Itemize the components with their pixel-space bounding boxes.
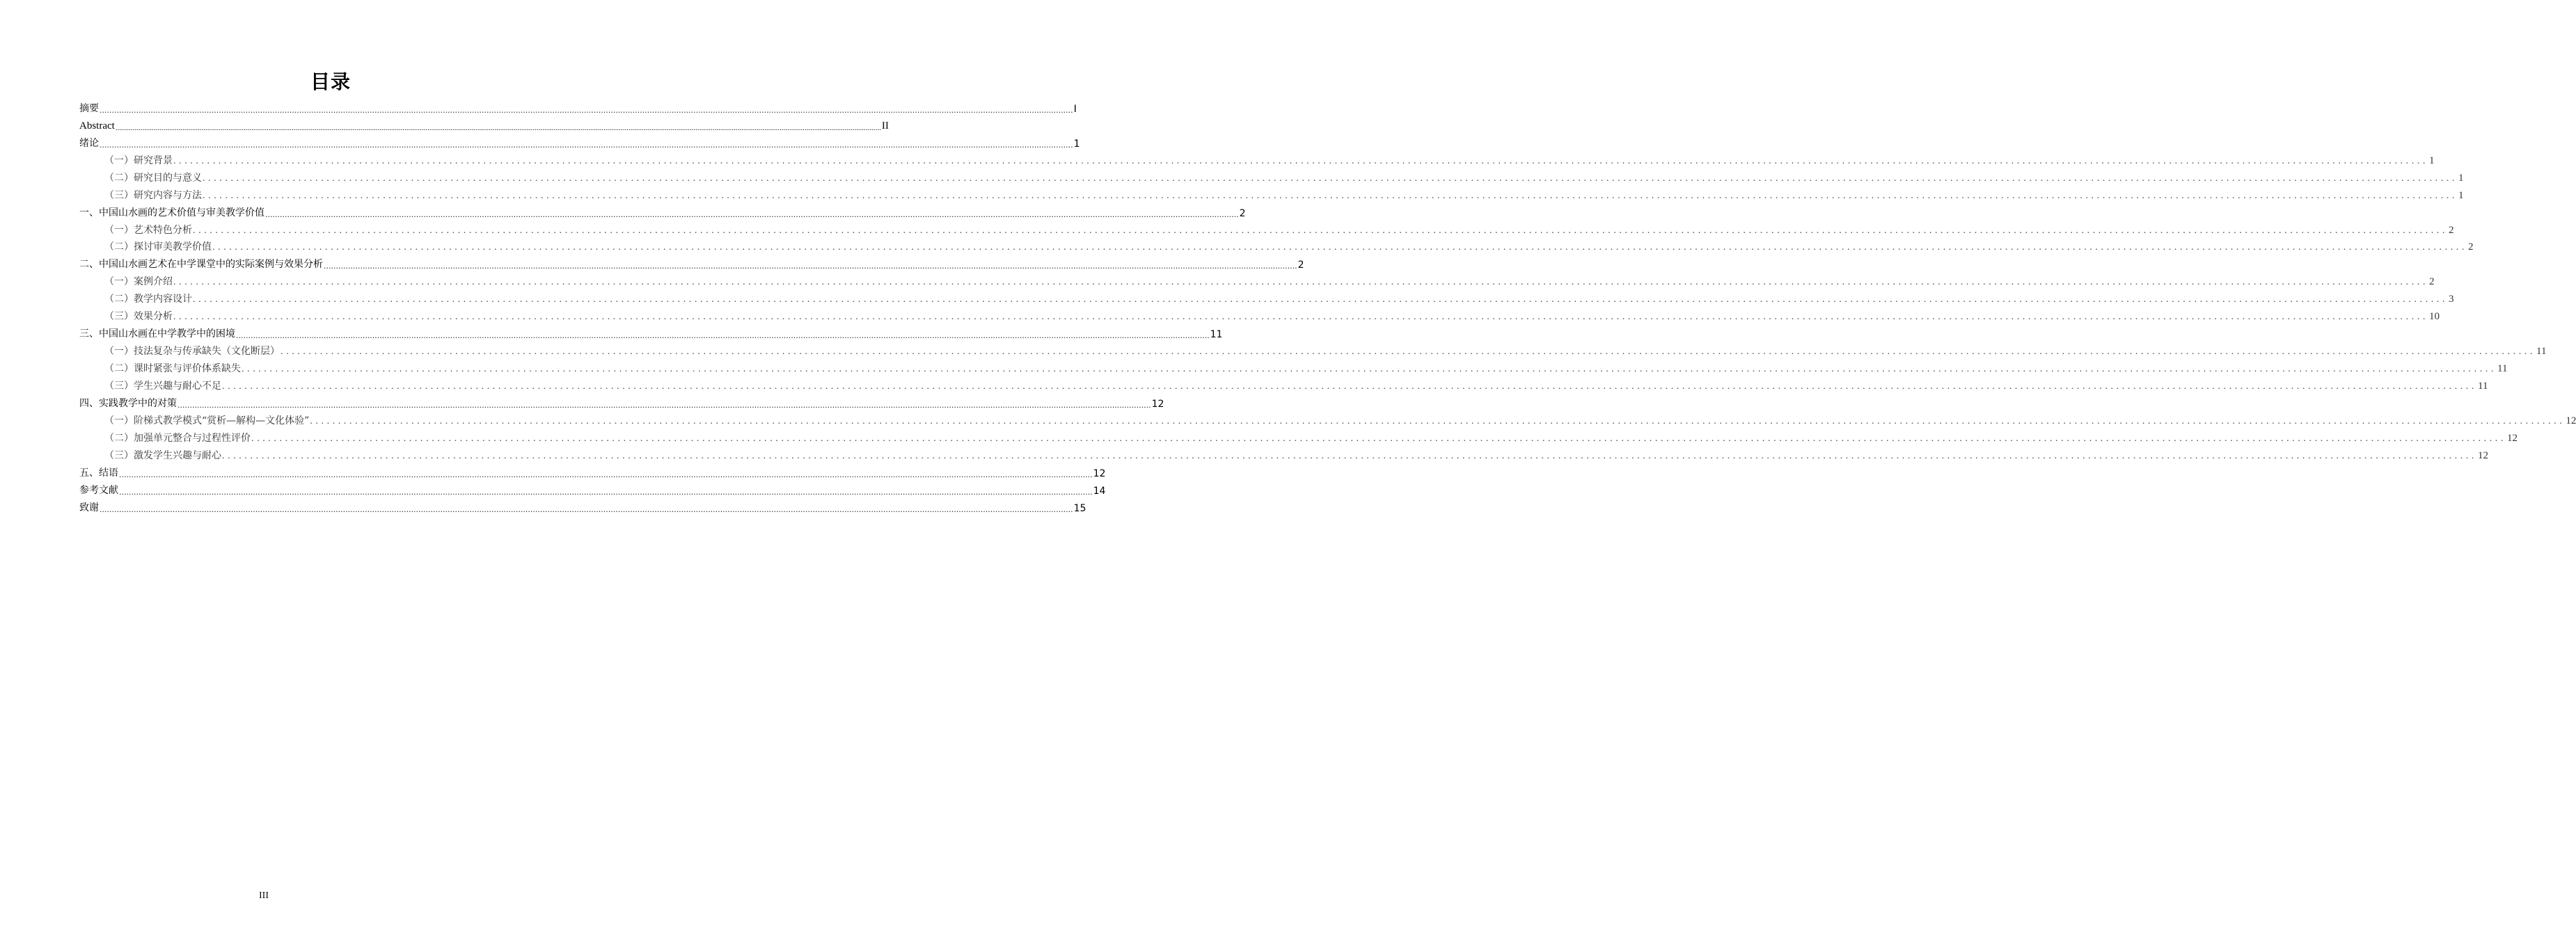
toc-entry-title: 一、中国山水画的艺术价值与审美教学价值 xyxy=(79,207,264,218)
toc-entry[interactable] xyxy=(79,115,889,133)
toc-dot-leader: ................................................................................................................................................................................................................................................................................................................................................................................................................ xyxy=(324,262,1297,271)
toc-subentry[interactable] xyxy=(79,358,2508,376)
toc-dot-leader: ................................................................................................................................................................................................................................................................................................................................................................................................................ xyxy=(236,331,1210,341)
toc-page-number: 11 xyxy=(1210,329,1223,341)
page-title: 目录 xyxy=(310,70,351,93)
toc-entry-title: （二）研究目的与意义 xyxy=(104,172,202,184)
toc-page-number: 11 xyxy=(2497,363,2508,374)
toc-dot-leader: ................................................................................................................................................................................................................................................................................................................................................................................................................ xyxy=(212,242,2467,253)
page-footer-number: III xyxy=(259,890,269,901)
toc-subentry[interactable] xyxy=(79,341,2547,358)
toc-entry[interactable] xyxy=(79,463,1106,480)
toc-page-number: 12 xyxy=(2478,449,2488,461)
toc-page-number: 15 xyxy=(1073,502,1086,514)
toc-entry-title: （二）教学内容设计 xyxy=(104,294,192,305)
toc-entry-title: 二、中国山水画艺术在中学课堂中的实际案例与效果分析 xyxy=(79,259,323,271)
toc-dot-leader: ................................................................................................................................................................................................................................................................................................................................................................................................................ xyxy=(203,190,2458,201)
toc-page-number: 12 xyxy=(1151,398,1164,410)
toc-dot-leader: ................................................................................................................................................................................................................................................................................................................................................................................................................ xyxy=(100,504,1073,514)
toc-page-number: 12 xyxy=(2566,415,2576,426)
toc-page-number: 2 xyxy=(2449,224,2454,236)
toc-subentry[interactable] xyxy=(79,445,2488,463)
toc-entry-title: （一）案例介绍 xyxy=(104,276,173,288)
toc-page-number: 11 xyxy=(2478,380,2488,392)
toc-page-number: 2 xyxy=(1239,207,1246,219)
toc-entry-title: 绪论 xyxy=(79,137,99,149)
toc-dot-leader: ................................................................................................................................................................................................................................................................................................................................................................................................................ xyxy=(222,381,2477,392)
toc-entry-title: （二）加强单元整合与过程性评价 xyxy=(104,432,251,444)
toc-entry-title: 摘要 xyxy=(79,102,99,114)
toc-page-number: 1 xyxy=(1073,138,1080,150)
toc-subentry[interactable] xyxy=(79,428,2518,445)
toc-entry-title: （二）课时紧张与评价体系缺失 xyxy=(104,363,241,374)
toc-entry[interactable] xyxy=(79,133,1080,150)
toc-entry-title: （一）研究背景 xyxy=(104,154,173,166)
toc-page-number: I xyxy=(1073,103,1077,115)
toc-entry-title: （三）激发学生兴趣与耐心 xyxy=(104,449,221,461)
toc-entry-title: 致谢 xyxy=(79,502,99,513)
toc-dot-leader: ................................................................................................................................................................................................................................................................................................................................................................................................................ xyxy=(280,346,2536,358)
toc-entry-title: Abstract xyxy=(79,120,115,131)
toc-page-number: 12 xyxy=(2507,432,2518,444)
toc-page-number: 1 xyxy=(2458,172,2464,184)
toc-entry-title: （一）技法复杂与传承缺失（文化断层） xyxy=(104,346,280,358)
toc-dot-leader: ................................................................................................................................................................................................................................................................................................................................................................................................................ xyxy=(173,277,2428,288)
toc-dot-leader: ................................................................................................................................................................................................................................................................................................................................................................................................................ xyxy=(173,312,2428,323)
toc-subentry[interactable] xyxy=(79,271,2435,289)
toc-dot-leader: ................................................................................................................................................................................................................................................................................................................................................................................................................ xyxy=(173,155,2428,166)
toc-entry-title: （三）效果分析 xyxy=(104,311,173,323)
toc-entry-title: （一）艺术特色分析 xyxy=(104,224,192,236)
toc-dot-leader: ................................................................................................................................................................................................................................................................................................................................................................................................................ xyxy=(119,470,1093,479)
toc-dot-leader: ................................................................................................................................................................................................................................................................................................................................................................................................................ xyxy=(251,433,2506,444)
toc-page-number: II xyxy=(881,120,889,131)
toc-subentry[interactable] xyxy=(79,185,2464,202)
toc-entry-title: （一）阶梯式教学模式“赏析—解构—文化体验” xyxy=(104,415,310,426)
toc-entry-title: （三）研究内容与方法 xyxy=(104,189,202,201)
toc-entry[interactable] xyxy=(79,393,1164,410)
toc-entry-title: 三、中国山水画在中学教学中的困境 xyxy=(79,328,235,340)
toc-subentry[interactable] xyxy=(79,150,2435,168)
toc-entry[interactable] xyxy=(79,98,1077,115)
toc-page-number: 2 xyxy=(1297,259,1304,271)
toc-subentry[interactable] xyxy=(79,376,2488,393)
toc-dot-leader: ................................................................................................................................................................................................................................................................................................................................................................................................................ xyxy=(222,450,2477,461)
toc-dot-leader: ................................................................................................................................................................................................................................................................................................................................................................................................................ xyxy=(115,123,881,132)
toc-dot-leader: ................................................................................................................................................................................................................................................................................................................................................................................................................ xyxy=(242,364,2497,374)
toc-page-number: 11 xyxy=(2536,346,2547,358)
toc-entry[interactable] xyxy=(79,480,1106,497)
toc-subentry[interactable] xyxy=(79,306,2440,323)
toc-entry-title: 参考文献 xyxy=(79,484,118,496)
toc-entry[interactable] xyxy=(79,323,1223,341)
toc-entry-title: （二）探讨审美教学价值 xyxy=(104,241,212,253)
toc-dot-leader: ................................................................................................................................................................................................................................................................................................................................................................................................................ xyxy=(193,225,2448,236)
toc-dot-leader: ................................................................................................................................................................................................................................................................................................................................................................................................................ xyxy=(265,209,1239,219)
toc-page-number: 12 xyxy=(1093,468,1106,479)
toc-dot-leader: ................................................................................................................................................................................................................................................................................................................................................................................................................ xyxy=(100,105,1073,115)
table-of-contents xyxy=(79,98,2576,515)
toc-subentry[interactable] xyxy=(79,410,2576,428)
toc-entry[interactable] xyxy=(79,202,1246,220)
toc-page-number: 3 xyxy=(2449,294,2454,305)
toc-dot-leader: ................................................................................................................................................................................................................................................................................................................................................................................................................ xyxy=(177,400,1151,410)
toc-subentry[interactable] xyxy=(79,237,2474,255)
toc-page-number: 10 xyxy=(2429,311,2440,323)
toc-dot-leader: ................................................................................................................................................................................................................................................................................................................................................................................................................ xyxy=(119,487,1093,497)
toc-entry[interactable] xyxy=(79,497,1086,515)
toc-dot-leader: ................................................................................................................................................................................................................................................................................................................................................................................................................ xyxy=(310,415,2566,426)
toc-subentry[interactable] xyxy=(79,168,2464,185)
toc-page-number: 1 xyxy=(2429,154,2435,166)
toc-page-number: 1 xyxy=(2458,189,2464,201)
toc-dot-leader: ................................................................................................................................................................................................................................................................................................................................................................................................................ xyxy=(203,173,2458,184)
toc-dot-leader: ................................................................................................................................................................................................................................................................................................................................................................................................................ xyxy=(100,140,1073,150)
toc-page-number: 2 xyxy=(2468,241,2474,253)
toc-page-number: 14 xyxy=(1093,485,1106,497)
toc-subentry[interactable] xyxy=(79,220,2454,237)
toc-entry-title: 四、实践教学中的对策 xyxy=(79,397,177,409)
toc-entry-title: （三）学生兴趣与耐心不足 xyxy=(104,380,221,392)
toc-page-number: 2 xyxy=(2429,276,2435,288)
toc-entry[interactable] xyxy=(79,254,1304,271)
toc-subentry[interactable] xyxy=(79,289,2454,306)
toc-entry-title: 五、结语 xyxy=(79,467,118,479)
toc-dot-leader: ................................................................................................................................................................................................................................................................................................................................................................................................................ xyxy=(193,294,2448,305)
